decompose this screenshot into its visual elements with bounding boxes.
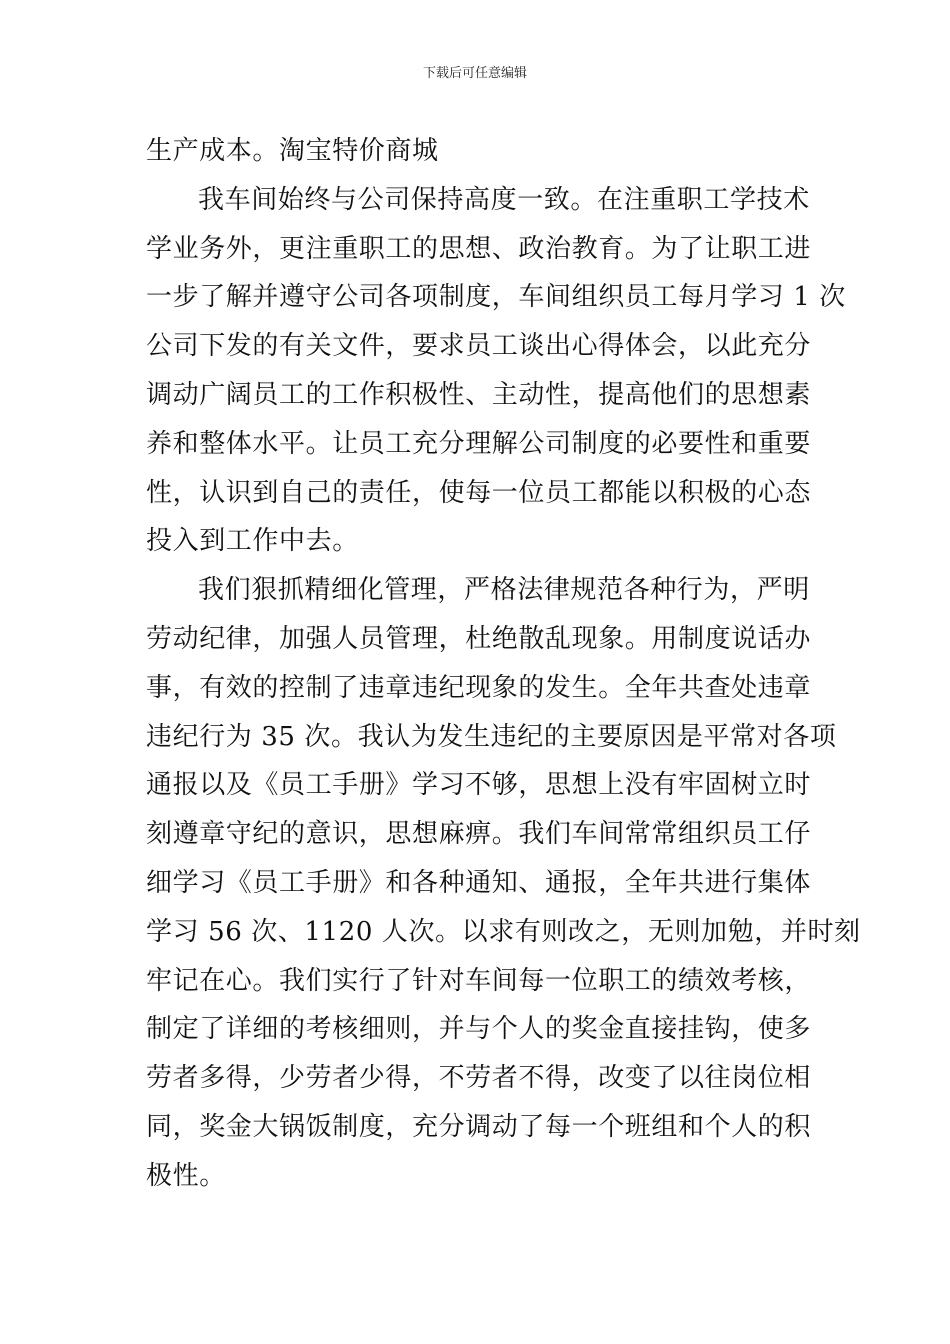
paragraph-first-line: 我们狠抓精细化管理，严格法律规范各种行为，严明 <box>198 575 810 606</box>
text-line: 劳者多得，少劳者少得，不劳者不得，改变了以往岗位相 <box>146 1063 812 1094</box>
text-line: 细学习《员工手册》和各种通知、通报，全年共进行集体 <box>146 867 812 898</box>
text-line: 同，奖金大锅饭制度，充分调动了每一个班组和个人的积 <box>146 1111 812 1142</box>
text-line: 通报以及《员工手册》学习不够，思想上没有牢固树立时 <box>146 770 812 801</box>
text-line: 牢记在心。我们实行了针对车间每一位职工的绩效考核， <box>146 965 812 996</box>
text-line: 性，认识到自己的责任，使每一位员工都能以积极的心态 <box>146 477 812 508</box>
text-line: 学习 56 次、1120 人次。以求有则改之，无则加勉，并时刻 <box>146 916 861 947</box>
text-line: 养和整体水平。让员工充分理解公司制度的必要性和重要 <box>146 428 812 459</box>
text-line: 调动广阔员工的工作积极性、主动性，提高他们的思想素 <box>146 379 812 410</box>
text-line: 生产成本。淘宝特价商城 <box>146 136 439 166</box>
page-header: 下载后可任意编辑 <box>422 66 527 81</box>
text-line: 刻遵章守纪的意识，思想麻痹。我们车间常常组织员工仔 <box>146 819 812 850</box>
document-body <box>146 127 861 1201</box>
text-line: 制定了详细的考核细则，并与个人的奖金直接挂钩，使多 <box>146 1014 812 1045</box>
text-line: 极性。 <box>146 1160 226 1191</box>
paragraph-first-line: 我车间始终与公司保持高度一致。在注重职工学技术 <box>198 184 810 215</box>
text-line: 一步了解并遵守公司各项制度，车间组织员工每月学习 1 次 <box>146 282 846 313</box>
text-line: 劳动纪律，加强人员管理，杜绝散乱现象。用制度说话办 <box>146 623 812 654</box>
text-line: 学业务外，更注重职工的思想、政治教育。为了让职工进 <box>146 233 812 264</box>
text-line: 事，有效的控制了违章违纪现象的发生。全年共查处违章 <box>146 672 812 703</box>
text-line: 投入到工作中去。 <box>146 526 359 557</box>
text-line: 公司下发的有关文件，要求员工谈出心得体会，以此充分 <box>146 331 812 362</box>
text-line: 违纪行为 35 次。我认为发生违纪的主要原因是平常对各项 <box>146 721 837 752</box>
